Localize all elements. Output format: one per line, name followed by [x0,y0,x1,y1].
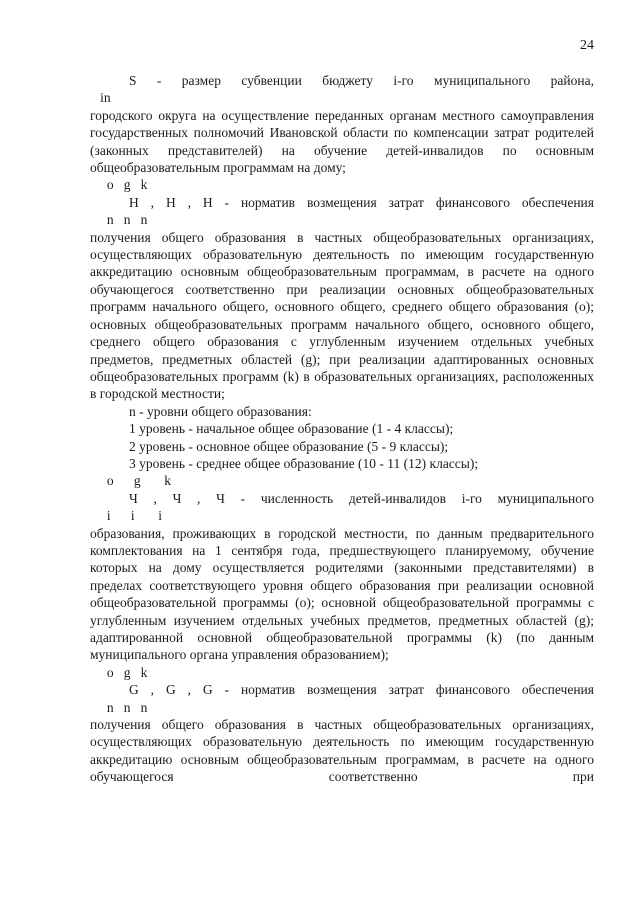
term-s-subscript: in [90,90,111,106]
term-ch-subscript: i i i [90,508,163,524]
term-g-definition: G , G , G - норматив возмещения затрат финансового обеспечения [129,682,594,698]
term-h-subscript: n n n [90,212,148,228]
term-ch-definition: Ч , Ч , Ч - численность детей-инвалидов i-го муниципального [129,490,594,506]
term-s-definition: S - размер субвенции бюджету i-го муниципального района, [129,73,594,88]
page-number: 24 [580,38,594,53]
list-item: 2 уровень - основное общее образование (5 - 9 классы); [129,438,449,454]
term-h-superscript: o g k [90,177,148,193]
paragraph: получения общего образования в частных общеобразовательных организациях, осуществляющих образовательную деятельность по имеющим государственную аккредитацию основным общеобразовательным программам, в расчете на одного обучающегося соответственно при [90,717,594,785]
term-g-superscript: o g k [90,664,148,680]
term-ch-superscript: o g k [90,473,171,489]
term-h-definition: H , H , H - норматив возмещения затрат финансового обеспечения [129,194,594,210]
term-g-subscript: n n n [90,699,148,715]
document-body [90,72,594,786]
paragraph: образования, проживающих в городской местности, по данным предварительного комплектования на 1 сентября года, предшествующего планируемому, обучение которых на дому осуществляется родителями (законными представителями) в пределах соответствующего уровня общего образования при реализации основной общеобразовательной программы (o); основной общеобразовательной программы с углубленным изучением отдельных учебных предметов, предметных областей (g); адаптированной основной общеобразовательной программы (k) (по данным муниципального органа управления образованием); [90,525,594,663]
paragraph: получения общего образования в частных общеобразовательных организациях, осуществляющих образовательную деятельность по имеющим государственную аккредитацию основным общеобразовательным программам, в расчете на одного обучающегося соответственно при реализации основных общеобразовательных программ начального общего, основного общего, среднего общего образования (o); основных общеобразовательных программ начального общего, основного общего, среднего общего образования с углубленным изучением отдельных учебных предметов, предметных областей (g); при реализации адаптированных основных общеобразовательных программ (k) в образовательных организациях, расположенных в городской местности; [90,229,594,402]
paragraph: городского округа на осуществление переданных органам местного самоуправления государственных полномочий Ивановской области по компенсации затрат родителей (законных представителей) на обучение детей-инвалидов по основным общеобразовательным программам на дому; [90,107,594,176]
list-item: n - уровни общего образования: [129,403,312,419]
list-item: 3 уровень - среднее общее образование (10 - 11 (12) классы); [129,455,479,471]
list-item: 1 уровень - начальное общее образование (1 - 4 классы); [129,421,454,437]
